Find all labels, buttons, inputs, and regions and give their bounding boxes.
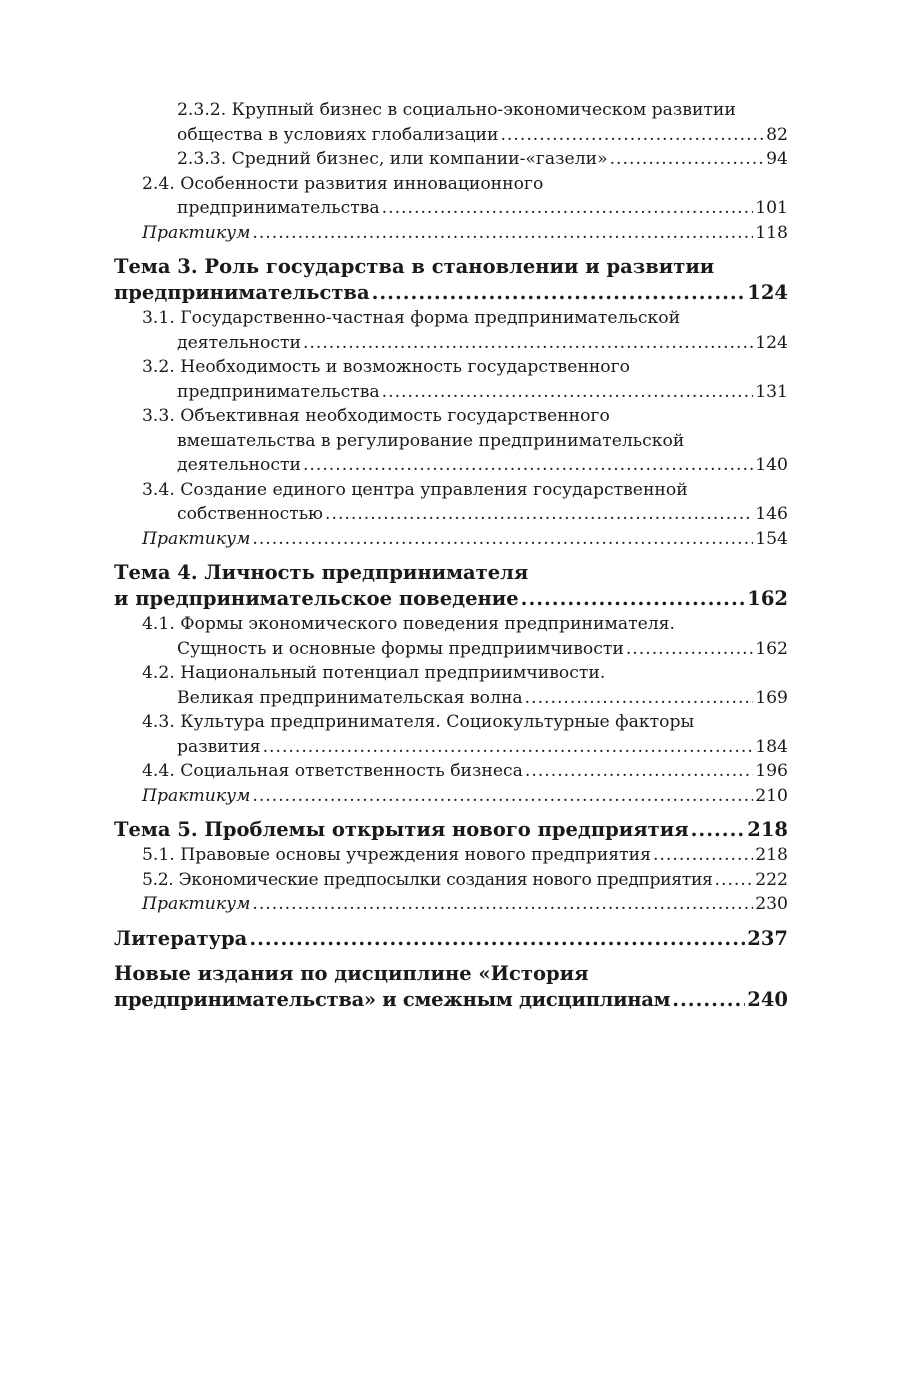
toc-entry-3-2[interactable] xyxy=(114,355,788,404)
topic-title-cont: предпринимательства xyxy=(114,281,370,304)
dot-leader xyxy=(263,735,754,760)
entry-title-cont: предпринимательства xyxy=(177,381,380,402)
dot-leader xyxy=(303,331,753,356)
topic-title: Тема 5. Проблемы открытия нового предприятия xyxy=(114,818,689,841)
entry-title: 3.1. Государственно-частная форма предпринимательской xyxy=(142,308,681,328)
entry-title: Практикум xyxy=(142,894,251,914)
page-number: 210 xyxy=(755,785,788,806)
toc-topic-3[interactable] xyxy=(114,254,788,306)
page-number: 230 xyxy=(755,894,788,914)
toc-topic-5[interactable] xyxy=(114,817,788,843)
entry-title-cont: развития xyxy=(177,736,261,757)
toc-entry-4-1[interactable] xyxy=(114,612,788,661)
dot-leader xyxy=(303,453,753,478)
dot-leader xyxy=(525,759,753,784)
topic-title: Тема 4. Личность предпринимателя xyxy=(114,561,529,584)
dot-leader xyxy=(249,926,745,952)
entry-title: 3.3. Объективная необходимость государственного xyxy=(142,406,610,426)
page-number: 184 xyxy=(755,736,788,757)
toc-entry-praktikum-5[interactable] xyxy=(114,892,788,917)
toc-entry-praktikum-4[interactable] xyxy=(114,784,788,809)
dot-leader xyxy=(252,527,753,552)
page-number: 222 xyxy=(755,869,788,890)
entry-title: 2.3.2. Крупный бизнес в социально-экономическом развитии xyxy=(177,100,736,120)
page-number: 218 xyxy=(747,818,788,841)
page-number: 118 xyxy=(755,222,788,243)
page-number: 162 xyxy=(747,587,788,610)
toc-entry-praktikum-2[interactable] xyxy=(114,221,788,246)
dot-leader xyxy=(715,868,754,893)
dot-leader xyxy=(626,637,753,662)
dot-leader xyxy=(252,892,753,917)
page-number: 162 xyxy=(755,638,788,659)
entry-title-cont: деятельности xyxy=(177,455,301,475)
entry-title: Практикум xyxy=(142,222,251,243)
toc-entry-4-4[interactable] xyxy=(114,759,788,784)
page-number: 146 xyxy=(755,504,788,524)
dot-leader xyxy=(521,586,746,612)
toc-new-editions[interactable] xyxy=(114,961,788,1013)
entry-title: 5.2. Экономические предпосылки создания нового предприятия xyxy=(142,869,713,890)
entry-title: 4.4. Социальная ответственность бизнеса xyxy=(142,761,523,781)
entry-title: 4.2. Национальный потенциал предприимчивости. xyxy=(142,663,606,683)
toc-entry-5-2[interactable] xyxy=(114,868,788,893)
topic-title: Новые издания по дисциплине «История xyxy=(114,961,589,985)
entry-title: 2.3.3. Средний бизнес, или компании-«газели» xyxy=(177,149,608,169)
toc-literature[interactable] xyxy=(114,926,788,952)
topic-title: Литература xyxy=(114,926,248,950)
page-number: 218 xyxy=(755,845,788,865)
dot-leader xyxy=(653,843,753,868)
entry-title: 4.1. Формы экономического поведения предпринимателя. xyxy=(142,614,675,634)
entry-title: 4.3. Культура предпринимателя. Социокультурные факторы xyxy=(142,712,695,732)
dot-leader xyxy=(252,784,753,809)
toc-entry-3-1[interactable] xyxy=(114,306,788,355)
toc-entry-5-1[interactable] xyxy=(114,843,788,868)
toc-entry-3-4[interactable] xyxy=(114,478,788,527)
entry-title-cont: Сущность и основные формы предприимчивости xyxy=(177,638,624,659)
entry-title-cont: собственностью xyxy=(177,504,324,524)
entry-title: 3.2. Необходимость и возможность государственного xyxy=(142,357,630,377)
entry-title-cont: деятельности xyxy=(177,332,301,353)
dot-leader xyxy=(691,817,746,843)
entry-title: Практикум xyxy=(142,528,251,549)
page-number: 124 xyxy=(747,281,788,304)
entry-title: 5.1. Правовые основы учреждения нового предприятия xyxy=(142,845,651,865)
dot-leader xyxy=(325,502,753,527)
page-number: 196 xyxy=(755,761,788,781)
entry-title: Практикум xyxy=(142,785,251,806)
entry-title-cont: общества в условиях глобализации xyxy=(177,124,499,145)
toc-entry-praktikum-3[interactable] xyxy=(114,527,788,552)
page-number: 169 xyxy=(755,687,788,708)
page-number: 124 xyxy=(755,332,788,353)
topic-title: Тема 3. Роль государства в становлении и развитии xyxy=(114,255,715,278)
table-of-contents xyxy=(114,98,788,1013)
toc-entry-3-3[interactable] xyxy=(114,404,788,478)
entry-title: 3.4. Создание единого центра управления государственной xyxy=(142,479,688,500)
dot-leader xyxy=(382,196,754,221)
dot-leader xyxy=(672,987,745,1013)
dot-leader xyxy=(525,686,754,711)
topic-title-cont: и предпринимательское поведение xyxy=(114,587,519,610)
toc-entry-2-3-3[interactable] xyxy=(114,147,788,172)
entry-title-cont: вмешательства в регулирование предпринимательской xyxy=(177,430,685,451)
entry-title: 2.4. Особенности развития инновационного xyxy=(142,173,544,194)
entry-title-cont: предпринимательства xyxy=(177,198,380,218)
dot-leader xyxy=(372,280,746,306)
page-number: 154 xyxy=(755,528,788,549)
page-number: 94 xyxy=(766,149,788,169)
page-number: 82 xyxy=(766,124,788,145)
page-number: 101 xyxy=(755,198,788,218)
page-number: 237 xyxy=(747,926,788,950)
page-number: 140 xyxy=(755,455,788,475)
topic-title-cont: предпринимательства» и смежным дисциплинам xyxy=(114,987,671,1011)
dot-leader xyxy=(382,380,754,405)
page-number: 131 xyxy=(755,381,788,402)
dot-leader xyxy=(610,147,765,172)
toc-entry-4-3[interactable] xyxy=(114,710,788,759)
toc-entry-2-4[interactable] xyxy=(114,172,788,221)
toc-entry-4-2[interactable] xyxy=(114,661,788,710)
page-number: 240 xyxy=(747,987,788,1011)
toc-entry-2-3-2[interactable] xyxy=(114,98,788,147)
toc-topic-4[interactable] xyxy=(114,560,788,612)
entry-title-cont: Великая предпринимательская волна xyxy=(177,687,523,708)
dot-leader xyxy=(500,123,764,148)
dot-leader xyxy=(252,221,753,246)
